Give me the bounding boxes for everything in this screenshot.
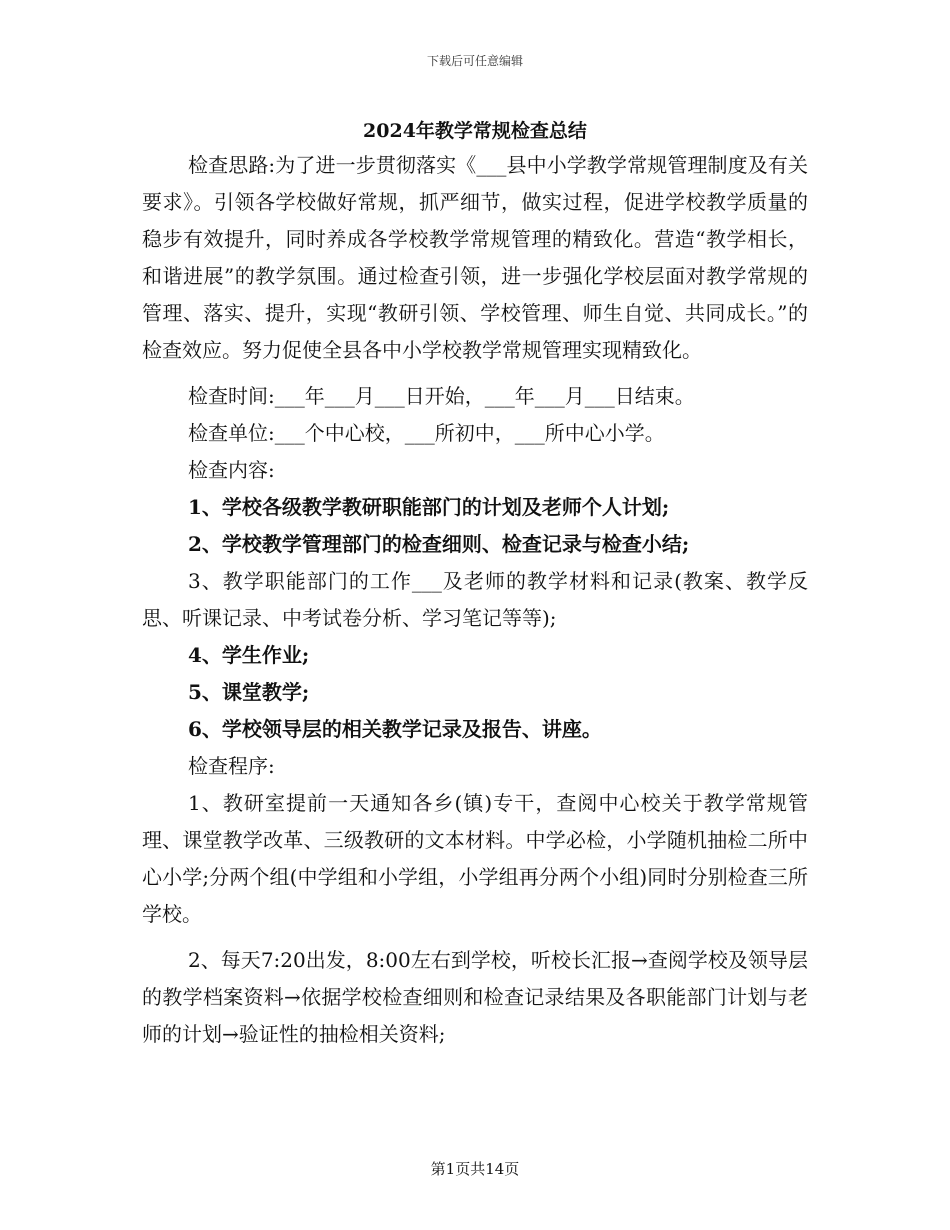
document-body [142,147,808,1053]
content-item-5: 5、课堂教学; [188,680,310,704]
paragraph-time: 检查时间:___年___月___日开始，___年___月___日结束。 [188,384,695,408]
paragraph-approach: 检查思路:为了进一步贯彻落实《___县中小学教学常规管理制度及有关要求》。引领各学校做好常规，抓严细节，做实过程，促进学校教学质量的稳步有效提升，同时养成各学校教学常规管理的精致化。营造“教学相长，和谐进展”的教学氛围。通过检查引领，进一步强化学校层面对教学常规的管理、落实、提升，实现“教研引领、学校管理、师生自觉、共同成长。”的检查效应。努力促使全县各中小学校教学常规管理实现精致化。 [142,153,808,362]
content-item-6: 6、学校领导层的相关教学记录及报告、讲座。 [188,717,602,741]
procedure-step-1: 1、教研室提前一天通知各乡(镇)专干，查阅中心校关于教学常规管理、课堂教学改革、三级教研的文本材料。中学必检，小学随机抽检二所中心小学;分两个组(中学组和小学组，小学组再分两个小组)同时分别检查三所学校。 [142,791,808,926]
content-item-2: 2、学校教学管理部门的检查细则、检查记录与检查小结; [188,532,690,556]
paragraph-units: 检查单位:___个中心校，___所初中，___所中心小学。 [188,421,665,445]
content-item-1: 1、学校各级教学教研职能部门的计划及老师个人计划; [188,495,670,519]
paragraph-content-heading: 检查内容: [188,458,275,482]
content-item-4: 4、学生作业; [188,643,310,667]
content-item-3: 3、教学职能部门的工作___及老师的教学材料和记录(教案、教学反思、听课记录、中考试卷分析、学习笔记等等); [142,569,808,630]
procedure-step-2: 2、每天7:20出发，8:00左右到学校，听校长汇报→查阅学校及领导层的教学档案资料→依据学校检查细则和检查记录结果及各职能部门计划与老师的计划→验证性的抽检相关资料; [142,948,808,1046]
page-header-note: 下载后可任意编辑 [426,54,523,68]
page-number: 第1页共14页 [430,1160,520,1178]
document-title: 2024年教学常规检查总结 [363,120,587,142]
paragraph-procedure-heading: 检查程序: [188,754,275,778]
